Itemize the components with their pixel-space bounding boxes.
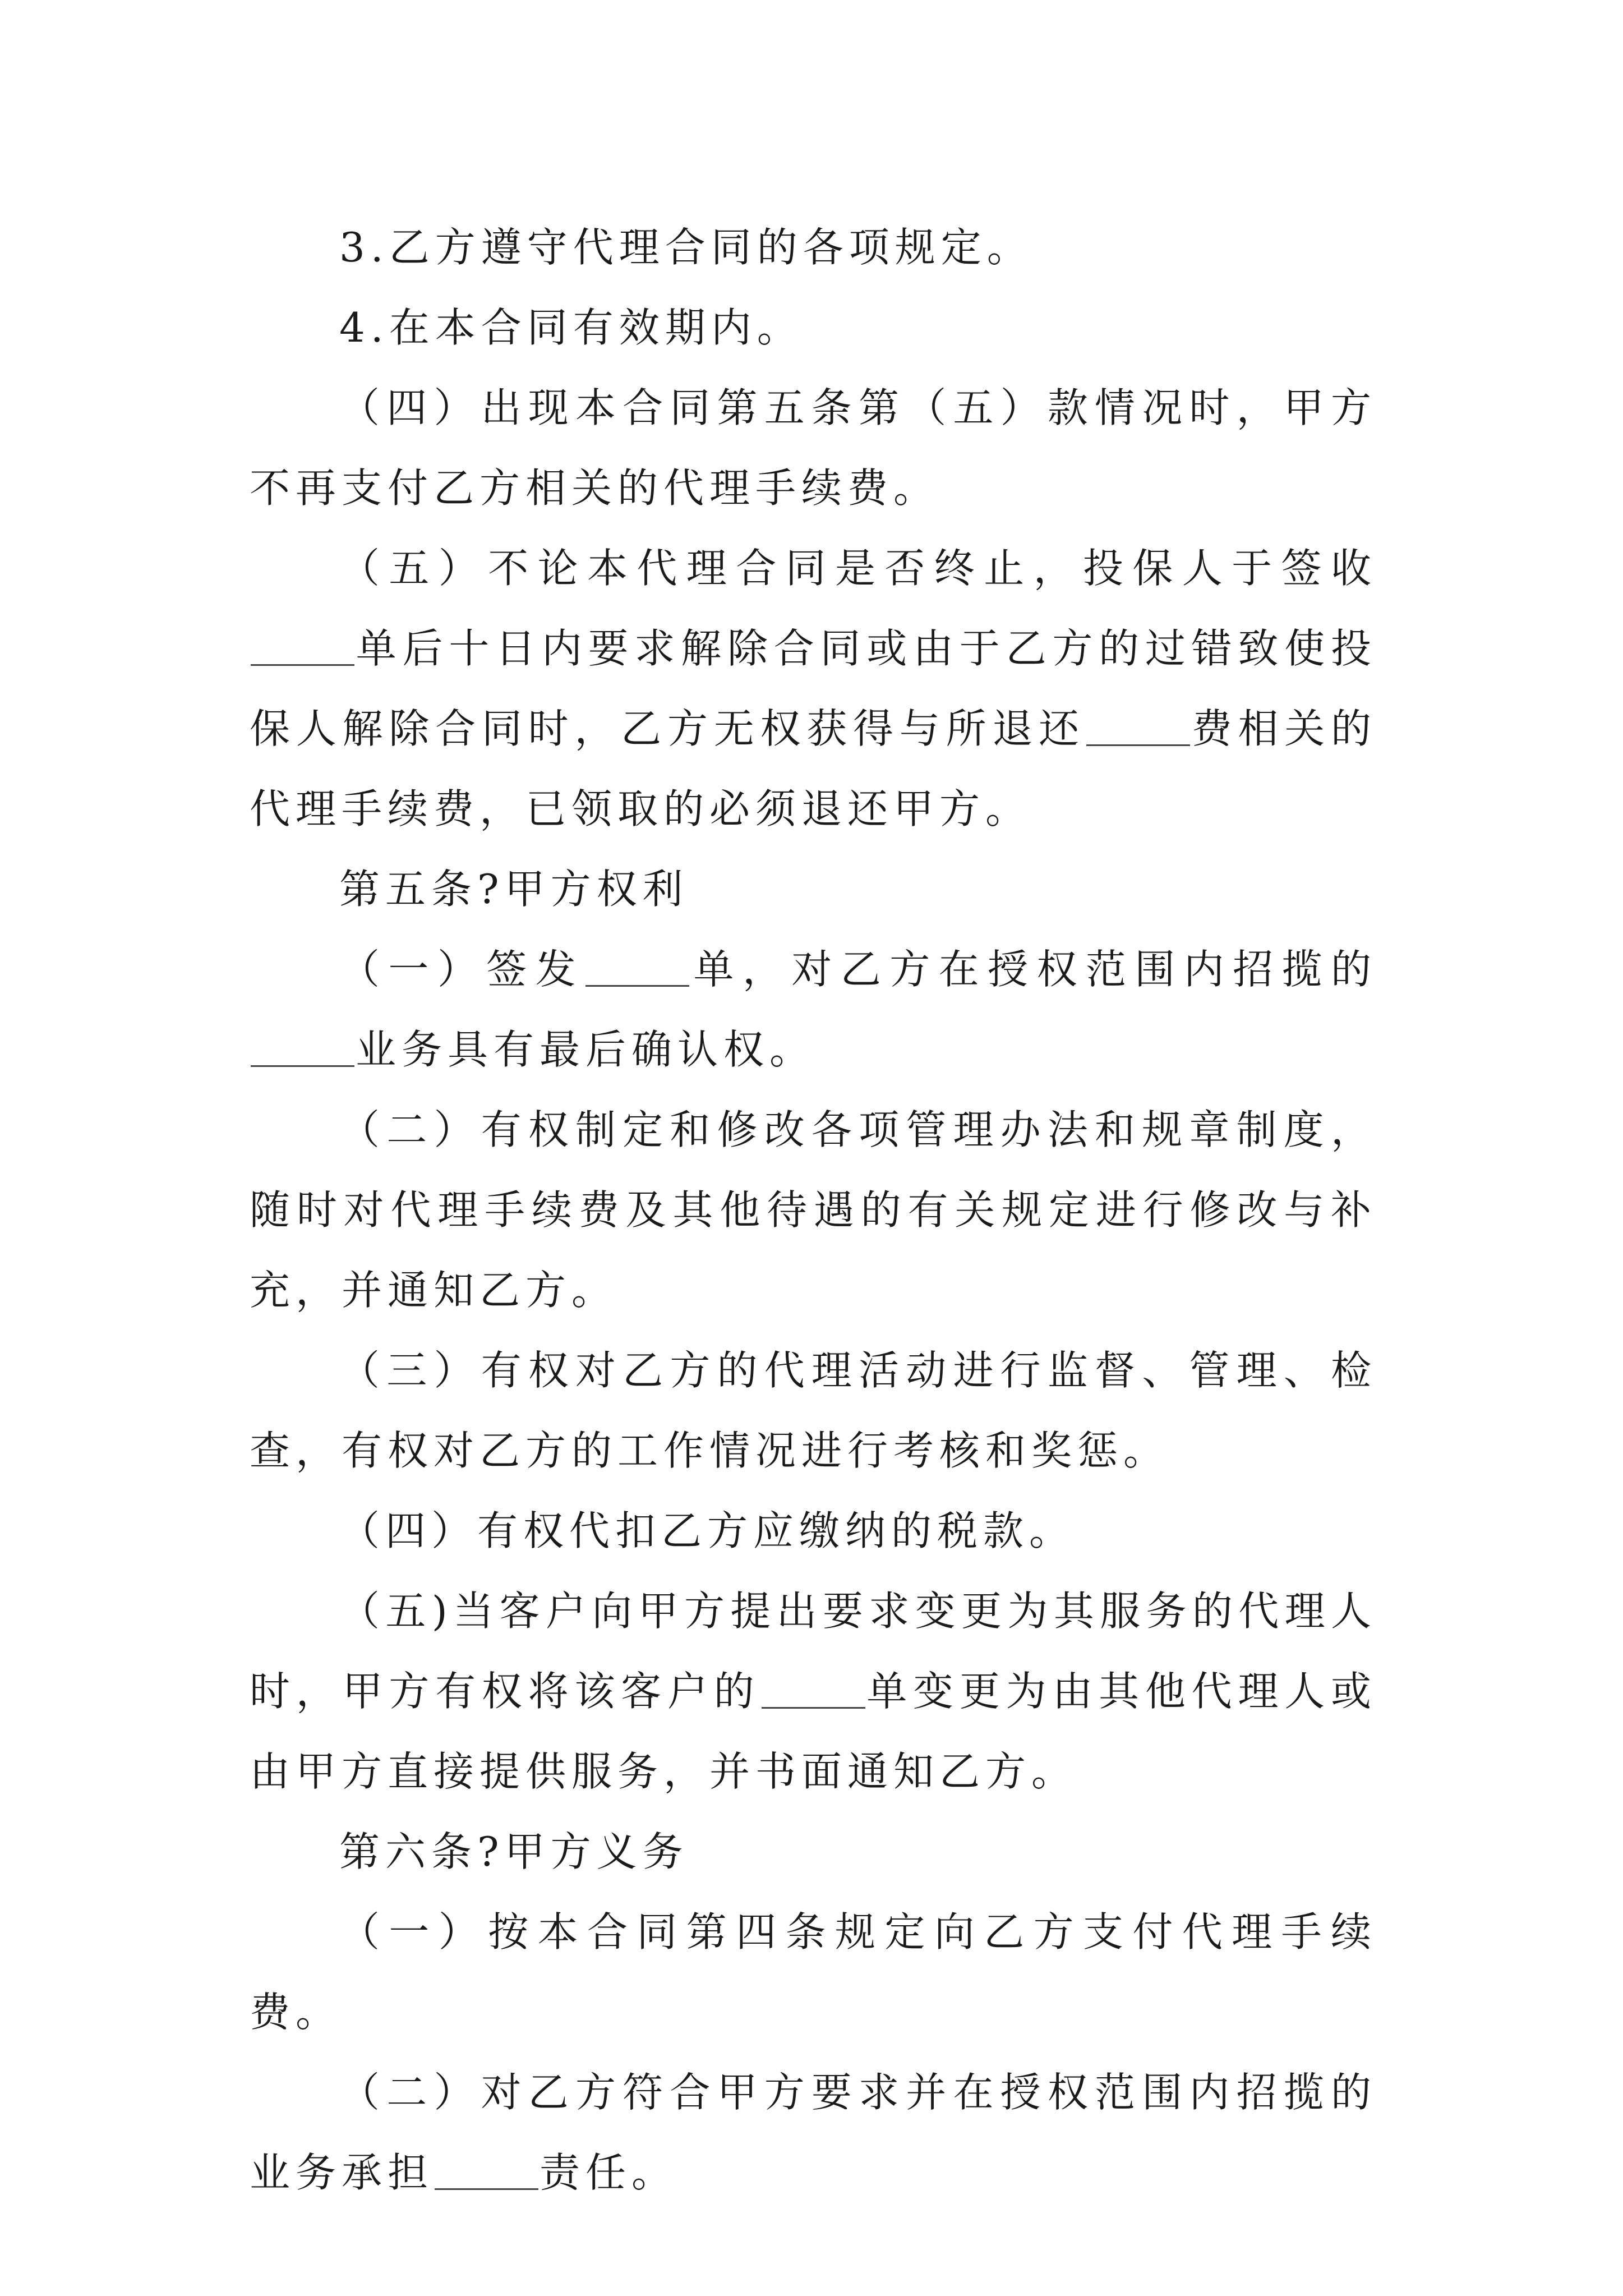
heading-text: 第六条?甲方义务 — [339, 1828, 689, 1875]
paragraph-text: 责任。 — [540, 2149, 678, 2196]
section-heading — [250, 849, 1377, 930]
paragraph-text: （五）不论本代理合同是否终止，投保人于签收 — [339, 545, 1377, 592]
paragraph-text: （一）按本合同第四条规定向乙方支付代理手续费。 — [250, 1908, 1377, 2036]
paragraph-text: 4.在本合同有效期内。 — [339, 304, 803, 351]
paragraph-text: 单变更为由其他代理人或由甲方直接提供服务，并书面通知乙方。 — [250, 1668, 1377, 1795]
paragraph — [250, 208, 1377, 288]
paragraph — [250, 1571, 1377, 1812]
fill-in-blank — [251, 624, 354, 666]
paragraph-text: （一）签发 — [339, 946, 585, 993]
fill-in-blank — [1086, 704, 1190, 746]
paragraph — [250, 930, 1377, 1090]
paragraph-text: 业务具有最后确认权。 — [356, 1026, 816, 1073]
section-heading — [250, 1812, 1377, 1892]
paragraph-text: （四）出现本合同第五条第（五）款情况时，甲方不再支付乙方相关的代理手续费。 — [250, 384, 1377, 512]
fill-in-blank — [435, 2148, 538, 2190]
heading-text: 第五条?甲方权利 — [339, 866, 689, 913]
paragraph — [250, 288, 1377, 368]
paragraph — [250, 2053, 1377, 2213]
fill-in-blank — [585, 945, 689, 987]
paragraph-text: 3.乙方遵守代理合同的各项规定。 — [339, 224, 1033, 271]
paragraph-text: （四）有权代扣乙方应缴纳的税款。 — [339, 1507, 1076, 1554]
paragraph-text: （三）有权对乙方的代理活动进行监督、管理、检查，有权对乙方的工作情况进行考核和奖惩。 — [250, 1347, 1377, 1474]
paragraph — [250, 368, 1377, 528]
paragraph — [250, 1090, 1377, 1331]
paragraph-text: （五)当客户向甲方提出要求变更为其服务的代理人时，甲方有权将该客户的 — [250, 1588, 1377, 1715]
paragraph — [250, 1331, 1377, 1491]
paragraph — [250, 528, 1377, 849]
paragraph-text: 单后十日内要求解除合同或由于乙方的过错致使投保人解除合同时，乙方无权获得与所退还 — [250, 625, 1377, 752]
paragraph-text: 单，对乙方在授权范围内招揽的 — [690, 946, 1377, 993]
contract-body — [250, 208, 1377, 2213]
paragraph-text: （二）对乙方符合甲方要求并在授权范围内招揽的业务承担 — [250, 2069, 1377, 2196]
paragraph — [250, 1491, 1377, 1571]
paragraph — [250, 1892, 1377, 2053]
paragraph-text: （二）有权制定和修改各项管理办法和规章制度，随时对代理手续费及其他待遇的有关规定进行修改与补充，并通知乙方。 — [250, 1106, 1377, 1314]
fill-in-blank — [762, 1667, 865, 1709]
paragraph-text: 费相关的代理手续费，已领取的必须退还甲方。 — [250, 705, 1377, 832]
fill-in-blank — [251, 1025, 354, 1067]
